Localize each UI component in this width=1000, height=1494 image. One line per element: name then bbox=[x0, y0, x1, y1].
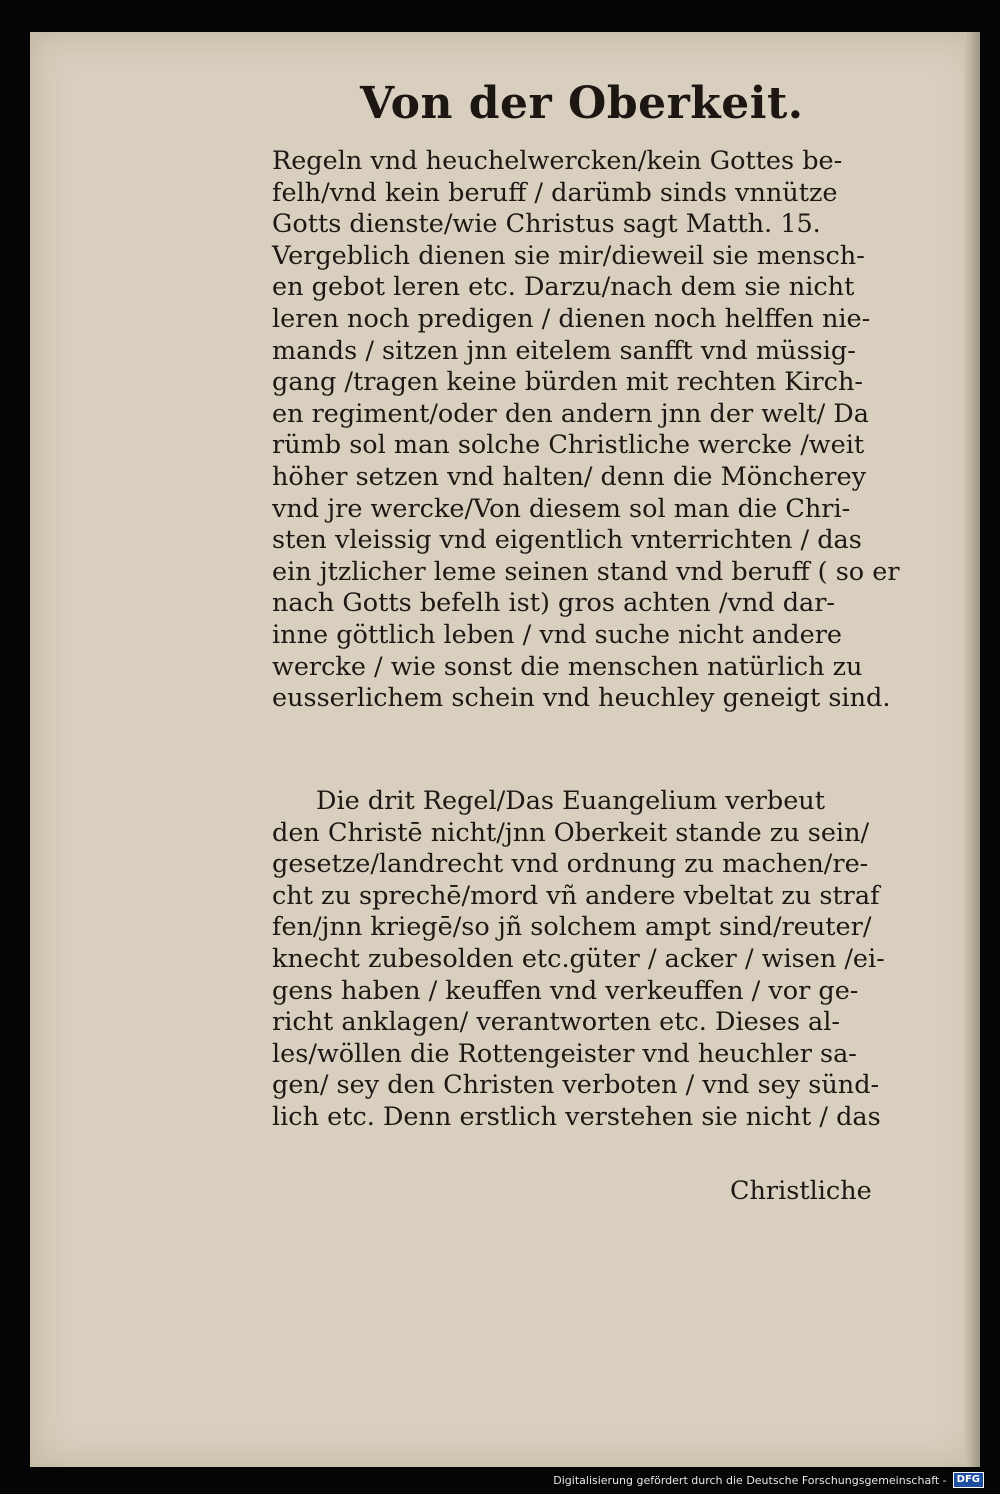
text-line: knecht zubesolden etc.güter / acker / wisen /ei- bbox=[272, 943, 885, 974]
text-line: sten vleissig vnd eigentlich vnterrichten / das bbox=[272, 525, 862, 556]
text-line: gen/ sey den Christen verboten / vnd sey sünd- bbox=[272, 1070, 880, 1101]
catchword: Christliche bbox=[730, 1176, 872, 1206]
dfg-logo: DFG bbox=[953, 1472, 984, 1488]
text-line: en regiment/oder den andern jnn der welt/ Da bbox=[272, 398, 869, 429]
paragraph-one bbox=[272, 146, 900, 715]
text-line: vnd jre wercke/Von diesem sol man die Chri- bbox=[272, 493, 851, 524]
text-line: den Christē nicht/jnn Oberkeit stande zu sein/ bbox=[272, 817, 870, 848]
digitization-credit bbox=[553, 1472, 984, 1488]
text-line: gesetze/landrecht vnd ordnung zu machen/re- bbox=[272, 849, 869, 880]
text-line: Die drit Regel/Das Euangelium verbeut bbox=[316, 786, 825, 816]
text-line: gens haben / keuffen vnd verkeuffen / vor ge- bbox=[272, 975, 859, 1006]
text-line: gang /tragen keine bürden mit rechten Kirch- bbox=[272, 367, 864, 398]
credit-text: Digitalisierung gefördert durch die Deutsche Forschungsgemeinschaft - bbox=[553, 1473, 947, 1487]
page-heading: Von der Oberkeit. bbox=[360, 78, 804, 129]
text-line: höher setzen vnd halten/ denn die Möncherey bbox=[272, 461, 866, 492]
paragraph-two bbox=[272, 786, 885, 1134]
text-line: felh/vnd kein beruff / darümb sinds vnnütze bbox=[272, 177, 838, 208]
text-line: fen/jnn kriegē/so jñ solchem ampt sind/reuter/ bbox=[272, 912, 872, 943]
text-line: Regeln vnd heuchelwercken/kein Gottes be- bbox=[272, 146, 843, 176]
page-edge-shadow bbox=[964, 32, 980, 1467]
text-line: cht zu sprechē/mord vñ andere vbeltat zu straf bbox=[272, 880, 880, 911]
text-line: mands / sitzen jnn eitelem sanfft vnd müssig- bbox=[272, 335, 856, 366]
text-line: nach Gotts befelh ist) gros achten /vnd dar- bbox=[272, 588, 836, 619]
text-line: Gotts dienste/wie Christus sagt Matth. 15. bbox=[272, 209, 821, 240]
text-line: inne göttlich leben / vnd suche nicht andere bbox=[272, 619, 843, 650]
text-line: leren noch predigen / dienen noch helffen nie- bbox=[272, 303, 871, 334]
text-line: lich etc. Denn erstlich verstehen sie nicht / das bbox=[272, 1101, 881, 1132]
text-line: en gebot leren etc. Darzu/nach dem sie nicht bbox=[272, 272, 855, 303]
text-line: ein jtzlicher leme seinen stand vnd beruff ( so er bbox=[272, 556, 900, 587]
text-line: les/wöllen die Rottengeister vnd heuchler sa- bbox=[272, 1038, 857, 1069]
text-line: wercke / wie sonst die menschen natürlich zu bbox=[272, 651, 863, 682]
text-line: eusserlichem schein vnd heuchley geneigt sind. bbox=[272, 683, 891, 714]
text-line: Vergeblich dienen sie mir/dieweil sie mensch- bbox=[272, 240, 865, 271]
text-line: richt anklagen/ verantworten etc. Dieses al- bbox=[272, 1007, 841, 1038]
text-line: rümb sol man solche Christliche wercke /weit bbox=[272, 430, 865, 461]
